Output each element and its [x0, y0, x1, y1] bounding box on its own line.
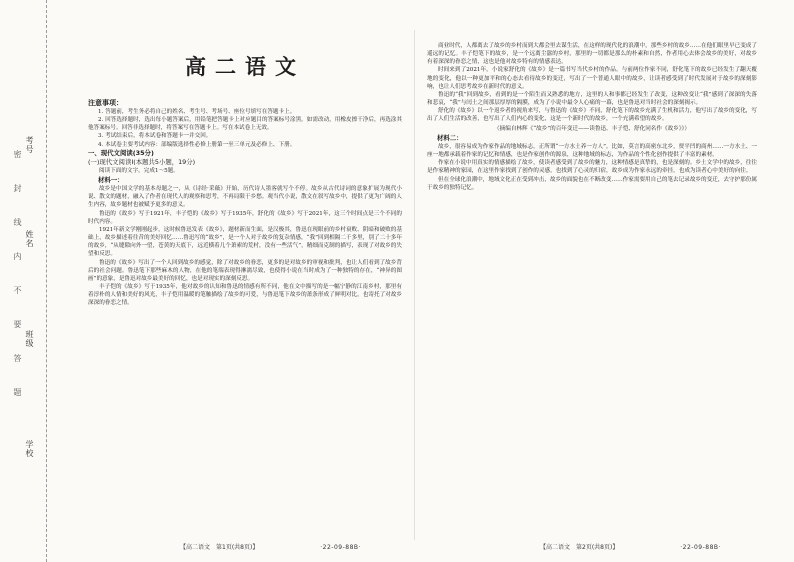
- paragraph: 丰子恺的《故乡》写于1935年，他对故乡的认知和鲁迅的情感有所不同，他在文中描写的是一幅宁静的江南乡村，那里有着淳朴的人情和美好的风光，丰子恺用温暖的笔触描绘了故乡的可爱，与鲁迅笔下故乡的萧条形成了鲜明对比，也寄托了对故乡深深的眷恋之情。: [88, 283, 402, 307]
- exam-code-left: ·22-09-88B·: [320, 544, 361, 551]
- source-citation: （摘编自林辉《“故乡”的百年变迁——读鲁迅、丰子恺、舒化同名作《故乡》》）: [494, 125, 690, 132]
- material-1-heading: 材料一：: [98, 175, 124, 184]
- right-footer: [540, 542, 721, 551]
- page-divider: [414, 30, 415, 540]
- paragraph: 1921年新文学刚刚起步，这时候鲁迅发表《故乡》，题材新而生面，是汉极其，鲁迅在现眼前的乡村衰败、阴暗和破败的基础上，故乡描述着往昔的美好回忆……鲁迅写的“故乡”，是一个人对于故乡的复杂情感，“我”回到相隔二千多里，别了二十多年的故乡，“从缝隙向外一望，苍黄的天底下，远近横着几个萧索的荒村，没有一些活气”，精细而克制的描写，表现了对故乡的失望和反思。: [88, 226, 402, 258]
- right-page: [427, 42, 757, 192]
- paragraph: 作家在小说中用真实的情感描绘了故乡，使读者感受到了故乡的魅力，这种情感是真挚的，也是深刻的。乡土文学中的故乡，往往是作家精神的家园，在这里作家找到了创作的灵感，也找到了心灵的归宿，故乡成为作家永远的牵挂，也成为读者心中美好的向往。: [427, 160, 757, 175]
- seal-line-text: 密封线内不要答题: [13, 150, 22, 422]
- binding-margin: [0, 0, 47, 562]
- note-3: 3. 考试结束后，将本试卷和答题卡一并交回。: [98, 133, 212, 140]
- paragraph: 故乡是中国文学的基本母题之一，从《诗经·采薇》开始，历代诗人墨客就写个不停。故乡从古代诗词的意象扩展为现代小说、散文的题材，融入了作者在现代人的观察和思考，不再局限于乡愁。观当代小说，散文在叙写故乡中，提供了更为广阔的人生内容，故乡题材也被赋予更多的意义。: [88, 186, 402, 209]
- note-2: 2. 回答选择题时，选出每小题答案后，用铅笔把答题卡上对应题目的答案标号涂黑。如需改动，用橡皮擦干净后，再选涂其他答案标号。回答非选择题时，将答案写在答题卡上。写在本试卷上无效。: [88, 117, 402, 132]
- class-label: 班级: [25, 330, 34, 348]
- paragraph: 商业时代，人都离去了故乡的乡村而到大都会里去谋生活，在这样的现代化的浪潮中，那些乡村的故乡……在他们眼里早已变成了遥远的记忆。丰子恺笔下的故乡，是一个远离尘嚣的乡村，那里的一切都是那么的朴素和自然，作者用心去体会故乡的美好，对故乡有着深深的眷恋之情，这也是他对故乡特有的情感表达。: [427, 43, 757, 66]
- paragraph: 鲁迅的《故乡》写出了一个人回到故乡的感觉，除了对故乡的眷恋，更多的是对故乡的审视和批判，也让人们看到了故乡背后的社会问题。鲁迅笔下那些麻木的人物，在他的笔端表现得淋漓尽致，也使得小说在当时成为了一种独特的存在，“神异的图画”的意象，是鲁迅对故乡最美好的回忆，也是对现实的深刻反思。: [88, 259, 402, 282]
- section-heading: 一、现代文阅读(35分): [88, 148, 154, 157]
- school-label: 学校: [25, 440, 34, 458]
- paragraph: 鲁迅的《故乡》写于1921年，丰子恺的《故乡》写于1935年，舒化的《故乡》写于2021年，这三个时间点是三个不同的时代内容。: [88, 210, 402, 225]
- paragraph: 鲁迅的“我”回到故乡，看到的是一个陌生而又熟悉的地方，这里的人和事都已经发生了改变，这种改变让“我”感到了深深的失落和悲哀，“我”与闰土之间那层厚厚的隔膜，成为了小说中最令人心痛的一幕，也是鲁迅对当时社会的深刻揭示。: [427, 91, 757, 107]
- name-label: 姓名: [25, 230, 34, 248]
- notes-heading: 注意事项：: [88, 99, 123, 107]
- instruction: 阅读下面的文字，完成1～5题。: [99, 167, 179, 174]
- exam-code-right: ·22-09-88B·: [680, 544, 721, 551]
- page-number-left: 【高二语文 第1页(共8页)】: [180, 544, 259, 551]
- material-2-heading: 材料二：: [437, 133, 463, 142]
- page-number-right: 【高二语文 第2页(共8页)】: [540, 544, 619, 551]
- exam-title: 高二语文: [185, 55, 305, 79]
- subsection-heading: (一)现代文阅读Ⅰ(本题共5小题，19分): [88, 157, 196, 166]
- paragraph: 故乡，很容易成为作家作品的地域标志，正所谓“一方水土养一方人”。比如，莫言的高密东北乡，贾平凹的商州……一方水土、一座一地都承载着作家的记忆和情感，也是作家创作的源泉，这种地域的标志，为作品的个性化创作提供了丰富的素材。: [427, 143, 757, 159]
- left-footer: [180, 542, 361, 551]
- left-page: [88, 42, 402, 307]
- paragraph: 时间来到了2021年，小说家舒化的《故乡》是一篇书写当代乡村的作品。与前两位作家不同，舒化笔下的故乡已经发生了翻天覆地的变化，他以一种更加平和的心态去看待故乡的变迁，写出了一个普通人眼中的故乡，让读者感受到了时代发展对于故乡的深刻影响，也让人们思考故乡在新时代的意义。: [427, 67, 757, 90]
- note-4: 4. 本试卷主要考试内容：部编版选择性必修上册第一至三单元及必修上、下册。: [98, 141, 296, 148]
- exam-no-label: 考号: [25, 136, 34, 154]
- note-1: 1. 答题前，考生务必将自己的姓名、考生号、考场号、座位号填写在答题卡上。: [98, 109, 296, 115]
- paragraph: 舒化的《故乡》以一个返乡者的视角来写，与鲁迅的《故乡》不同，舒化笔下的故乡充满了生机和活力，他写出了故乡的变化，写出了人们生活的改善，也写出了人们内心的变化，这是一个新时代的故乡，一个充满希望的故乡。: [427, 108, 757, 123]
- paragraph: 但在全球化浪潮中，地域文化正在受到冲击，故乡的面貌也在不断改变……作家需要用自己的笔去记录故乡的变迁，去守护那份属于故乡的独特记忆。: [427, 176, 757, 191]
